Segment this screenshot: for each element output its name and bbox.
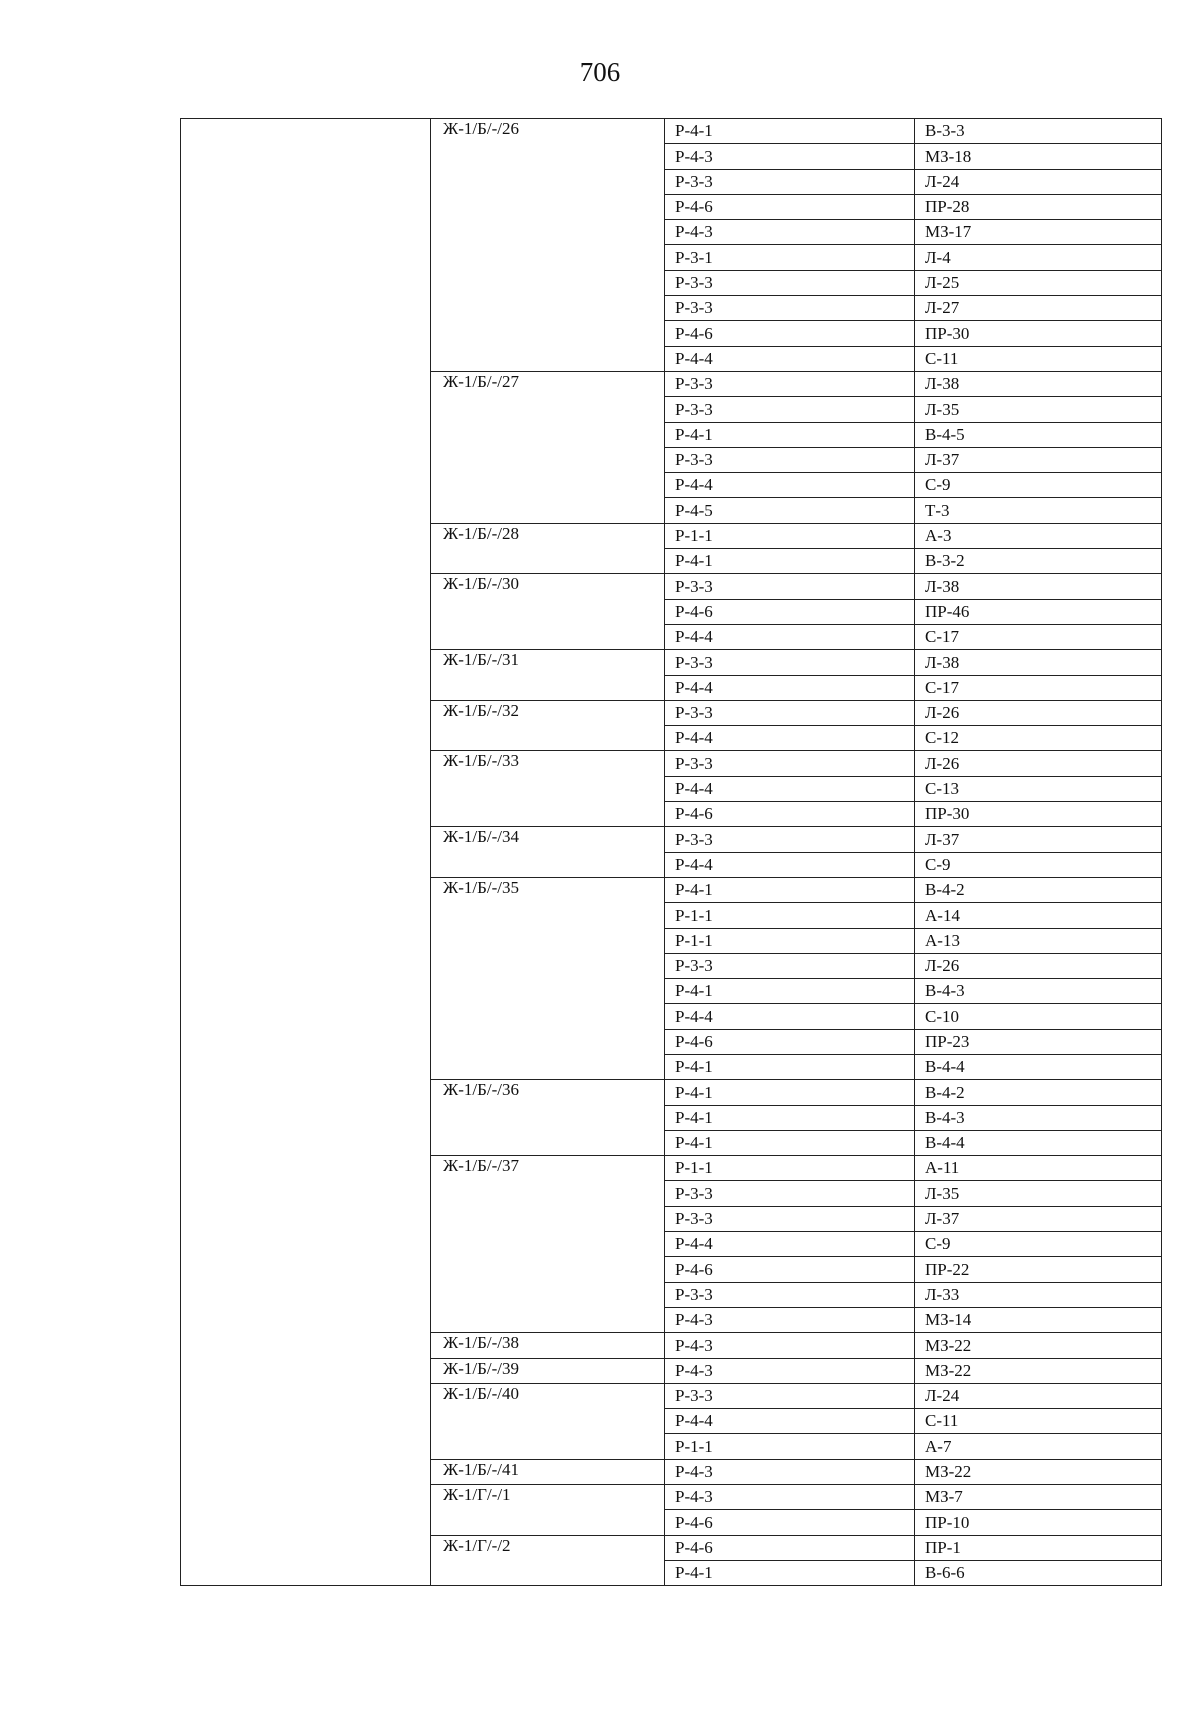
- item-code: С-17: [915, 675, 1162, 700]
- group-code: Ж-1/Б/-/35: [431, 877, 665, 1079]
- item-code: МЗ-17: [915, 220, 1162, 245]
- regulation-code: Р-3-3: [665, 1181, 915, 1206]
- group-code: Ж-1/Б/-/31: [431, 650, 665, 701]
- regulation-code: Р-4-1: [665, 422, 915, 447]
- regulation-code: Р-4-6: [665, 194, 915, 219]
- regulation-code: Р-1-1: [665, 903, 915, 928]
- regulation-code: Р-3-3: [665, 953, 915, 978]
- regulation-code: Р-4-1: [665, 549, 915, 574]
- item-code: Л-33: [915, 1282, 1162, 1307]
- regulation-code: Р-4-4: [665, 1409, 915, 1434]
- item-code: Л-35: [915, 397, 1162, 422]
- item-code: В-4-2: [915, 1080, 1162, 1105]
- regulation-code: Р-1-1: [665, 523, 915, 548]
- item-code: А-11: [915, 1156, 1162, 1181]
- regulation-code: Р-4-1: [665, 1105, 915, 1130]
- item-code: ПР-23: [915, 1029, 1162, 1054]
- item-code: Л-35: [915, 1181, 1162, 1206]
- regulation-code: Р-3-3: [665, 700, 915, 725]
- regulation-code: Р-3-3: [665, 371, 915, 396]
- group-code: Ж-1/Г/-/1: [431, 1485, 665, 1536]
- item-code: Л-4: [915, 245, 1162, 270]
- item-code: Л-37: [915, 827, 1162, 852]
- item-code: Л-26: [915, 751, 1162, 776]
- item-code: Л-24: [915, 1383, 1162, 1408]
- group-code: Ж-1/Б/-/32: [431, 700, 665, 751]
- item-code: В-4-4: [915, 1054, 1162, 1079]
- regulation-code: Р-4-3: [665, 1307, 915, 1332]
- regulation-code: Р-3-3: [665, 751, 915, 776]
- regulation-code: Р-4-4: [665, 624, 915, 649]
- regulation-code: Р-4-1: [665, 1054, 915, 1079]
- item-code: А-3: [915, 523, 1162, 548]
- item-code: С-13: [915, 776, 1162, 801]
- regulation-code: Р-1-1: [665, 928, 915, 953]
- regulation-code: Р-4-3: [665, 220, 915, 245]
- item-code: В-4-5: [915, 422, 1162, 447]
- regulation-code: Р-4-4: [665, 1004, 915, 1029]
- item-code: В-3-2: [915, 549, 1162, 574]
- blank-first-column: [181, 119, 431, 1586]
- item-code: Л-27: [915, 296, 1162, 321]
- item-code: С-9: [915, 852, 1162, 877]
- item-code: А-7: [915, 1434, 1162, 1459]
- regulation-code: Р-4-1: [665, 877, 915, 902]
- regulation-code: Р-3-3: [665, 827, 915, 852]
- table-body: [181, 119, 1162, 1586]
- item-code: В-4-3: [915, 979, 1162, 1004]
- item-code: МЗ-22: [915, 1333, 1162, 1358]
- item-code: МЗ-22: [915, 1459, 1162, 1484]
- regulation-code: Р-4-6: [665, 1257, 915, 1282]
- page-number: 706: [579, 57, 621, 87]
- item-code: ПР-46: [915, 599, 1162, 624]
- regulation-code: Р-4-3: [665, 1333, 915, 1358]
- item-code: Л-38: [915, 574, 1162, 599]
- regulation-code: Р-4-3: [665, 1358, 915, 1383]
- item-code: ПР-10: [915, 1510, 1162, 1535]
- regulation-code: Р-4-6: [665, 802, 915, 827]
- group-code: Ж-1/Б/-/37: [431, 1156, 665, 1333]
- regulation-code: Р-4-4: [665, 852, 915, 877]
- item-code: С-11: [915, 346, 1162, 371]
- table-row: [181, 119, 1162, 144]
- regulation-code: Р-4-1: [665, 119, 915, 144]
- item-code: С-11: [915, 1409, 1162, 1434]
- regulation-code: Р-4-1: [665, 1080, 915, 1105]
- item-code: ПР-28: [915, 194, 1162, 219]
- item-code: С-9: [915, 1232, 1162, 1257]
- item-code: В-3-3: [915, 119, 1162, 144]
- item-code: С-12: [915, 726, 1162, 751]
- item-code: МЗ-18: [915, 144, 1162, 169]
- regulation-code: Р-4-5: [665, 498, 915, 523]
- item-code: ПР-30: [915, 321, 1162, 346]
- item-code: В-6-6: [915, 1560, 1162, 1585]
- group-code: Ж-1/Б/-/38: [431, 1333, 665, 1358]
- item-code: МЗ-22: [915, 1358, 1162, 1383]
- group-code: Ж-1/Г/-/2: [431, 1535, 665, 1586]
- item-code: Л-24: [915, 169, 1162, 194]
- regulation-code: Р-4-6: [665, 599, 915, 624]
- item-code: Л-26: [915, 953, 1162, 978]
- regulation-code: Р-4-6: [665, 321, 915, 346]
- regulation-code: Р-3-3: [665, 169, 915, 194]
- regulation-code: Р-4-3: [665, 1485, 915, 1510]
- group-code: Ж-1/Б/-/34: [431, 827, 665, 878]
- regulation-code: Р-3-3: [665, 650, 915, 675]
- item-code: Л-25: [915, 270, 1162, 295]
- regulation-code: Р-3-3: [665, 270, 915, 295]
- regulation-code: Р-4-6: [665, 1535, 915, 1560]
- item-code: В-4-3: [915, 1105, 1162, 1130]
- regulation-code: Р-3-3: [665, 447, 915, 472]
- group-code: Ж-1/Б/-/27: [431, 371, 665, 523]
- group-code: Ж-1/Б/-/39: [431, 1358, 665, 1383]
- item-code: А-14: [915, 903, 1162, 928]
- regulation-code: Р-3-3: [665, 397, 915, 422]
- group-code: Ж-1/Б/-/33: [431, 751, 665, 827]
- group-code: Ж-1/Б/-/36: [431, 1080, 665, 1156]
- item-code: ПР-22: [915, 1257, 1162, 1282]
- regulation-code: Р-4-4: [665, 776, 915, 801]
- item-code: Т-3: [915, 498, 1162, 523]
- item-code: МЗ-7: [915, 1485, 1162, 1510]
- group-code: Ж-1/Б/-/40: [431, 1383, 665, 1459]
- item-code: Л-37: [915, 1206, 1162, 1231]
- regulation-code: Р-4-1: [665, 1130, 915, 1155]
- regulation-code: Р-3-3: [665, 296, 915, 321]
- group-code: Ж-1/Б/-/28: [431, 523, 665, 574]
- regulation-code: Р-4-3: [665, 1459, 915, 1484]
- item-code: ПР-30: [915, 802, 1162, 827]
- item-code: В-4-4: [915, 1130, 1162, 1155]
- item-code: МЗ-14: [915, 1307, 1162, 1332]
- item-code: С-9: [915, 473, 1162, 498]
- regulation-code: Р-3-3: [665, 1206, 915, 1231]
- item-code: Л-38: [915, 650, 1162, 675]
- regulation-code: Р-4-6: [665, 1510, 915, 1535]
- regulation-code: Р-3-3: [665, 1282, 915, 1307]
- item-code: В-4-2: [915, 877, 1162, 902]
- item-code: С-10: [915, 1004, 1162, 1029]
- regulation-code: Р-3-3: [665, 1383, 915, 1408]
- regulation-code: Р-4-4: [665, 675, 915, 700]
- regulation-code: Р-4-4: [665, 473, 915, 498]
- regulation-code: Р-1-1: [665, 1434, 915, 1459]
- group-code: Ж-1/Б/-/26: [431, 119, 665, 372]
- regulation-code: Р-4-1: [665, 979, 915, 1004]
- item-code: А-13: [915, 928, 1162, 953]
- regulation-code: Р-4-4: [665, 346, 915, 371]
- regulation-code: Р-4-4: [665, 1232, 915, 1257]
- item-code: Л-26: [915, 700, 1162, 725]
- group-code: Ж-1/Б/-/30: [431, 574, 665, 650]
- item-code: С-17: [915, 624, 1162, 649]
- regulation-code: Р-1-1: [665, 1156, 915, 1181]
- regulation-code: Р-3-1: [665, 245, 915, 270]
- regulation-code: Р-4-1: [665, 1560, 915, 1585]
- data-table: [180, 118, 1162, 1586]
- regulation-code: Р-3-3: [665, 574, 915, 599]
- regulation-code: Р-4-4: [665, 726, 915, 751]
- regulation-code: Р-4-6: [665, 1029, 915, 1054]
- group-code: Ж-1/Б/-/41: [431, 1459, 665, 1484]
- regulation-code: Р-4-3: [665, 144, 915, 169]
- item-code: Л-37: [915, 447, 1162, 472]
- item-code: Л-38: [915, 371, 1162, 396]
- item-code: ПР-1: [915, 1535, 1162, 1560]
